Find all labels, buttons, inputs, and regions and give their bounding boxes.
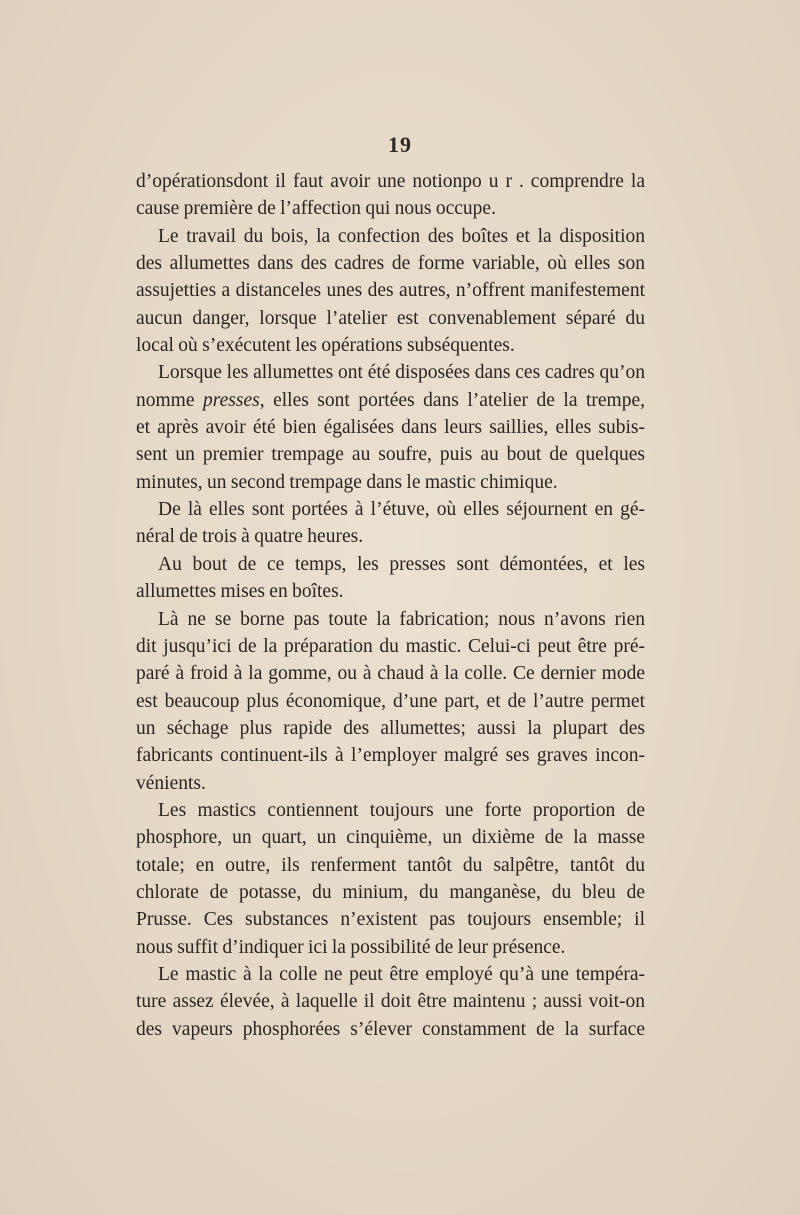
text-line: Au bout de ce temps, les presses sont démontées, et les xyxy=(158,553,645,575)
text-line: phosphore, un quart, un cinquième, un dixième de la masse xyxy=(136,827,645,849)
text-line: d’opérationsdont il faut avoir une notionpo u r . comprendre la xyxy=(136,171,645,192)
text-line: allumettes mises en boîtes. xyxy=(136,581,344,603)
text-line: De là elles sont portées à l’étuve, où elles séjournent en gé- xyxy=(158,499,645,521)
text-segment: nomme xyxy=(136,389,203,411)
text-line: Prusse. Ces substances n’existent pas toujours ensemble; il xyxy=(136,909,645,931)
text-line: ture assez élevée, à laquelle il doit être maintenu ; aussi voit-on xyxy=(136,991,645,1013)
text-line: un séchage plus rapide des allumettes; aussi la plupart des xyxy=(136,717,645,739)
text-line: nous suffit d’indiquer ici la possibilité de leur présence. xyxy=(136,936,566,958)
text-segment: , elles sont portées dans l’atelier de la trempe, xyxy=(259,389,645,411)
text-line: vénients. xyxy=(136,772,206,794)
text-line: chlorate de potasse, du minium, du manganèse, du bleu de xyxy=(136,881,645,903)
text-line: sent un premier trempage au soufre, puis au bout de quelques xyxy=(136,444,645,466)
text-line: néral de trois à quatre heures. xyxy=(136,526,364,548)
emphasized-term: presses xyxy=(203,389,260,411)
body-text xyxy=(136,168,645,1043)
text-line: minutes, un second trempage dans le mastic chimique. xyxy=(136,471,558,493)
text-line: fabricants continuent-ils à l’employer malgré ses graves incon- xyxy=(136,745,645,767)
text-line: cause première de l’affection qui nous occupe. xyxy=(136,198,496,220)
text-line: est beaucoup plus économique, d’une part, et de l’autre permet xyxy=(136,690,645,712)
text-line: local où s’exécutent les opérations subséquentes. xyxy=(136,335,515,357)
text-line: Lorsque les allumettes ont été disposées dans ces cadres qu’on xyxy=(158,362,645,384)
text-line: Le mastic à la colle ne peut être employé qu’à une tempéra- xyxy=(158,963,645,985)
text-line: totale; en outre, ils renferment tantôt du salpêtre, tantôt du xyxy=(136,854,645,876)
text-line: Le travail du bois, la confection des boîtes et la disposition xyxy=(158,225,645,247)
text-line xyxy=(136,387,645,414)
text-line: dit jusqu’ici de la préparation du mastic. Celui-ci peut être pré- xyxy=(136,635,645,657)
text-line: Là ne se borne pas toute la fabrication; nous n’avons rien xyxy=(158,608,645,630)
text-line: Les mastics contiennent toujours une forte proportion de xyxy=(158,799,645,821)
text-line: des vapeurs phosphorées s’élever constamment de la surface xyxy=(136,1018,645,1040)
text-line: aucun danger, lorsque l’atelier est convenablement séparé du xyxy=(136,307,645,329)
text-line: paré à froid à la gomme, ou à chaud à la colle. Ce dernier mode xyxy=(136,663,645,685)
text-line: et après avoir été bien égalisées dans leurs saillies, elles subis- xyxy=(136,417,645,439)
text-line: assujetties a distanceles unes des autres, n’offrent manifestement xyxy=(136,280,645,302)
text-line: des allumettes dans des cadres de forme variable, où elles son xyxy=(136,253,645,275)
page-number: 19 xyxy=(388,132,412,157)
